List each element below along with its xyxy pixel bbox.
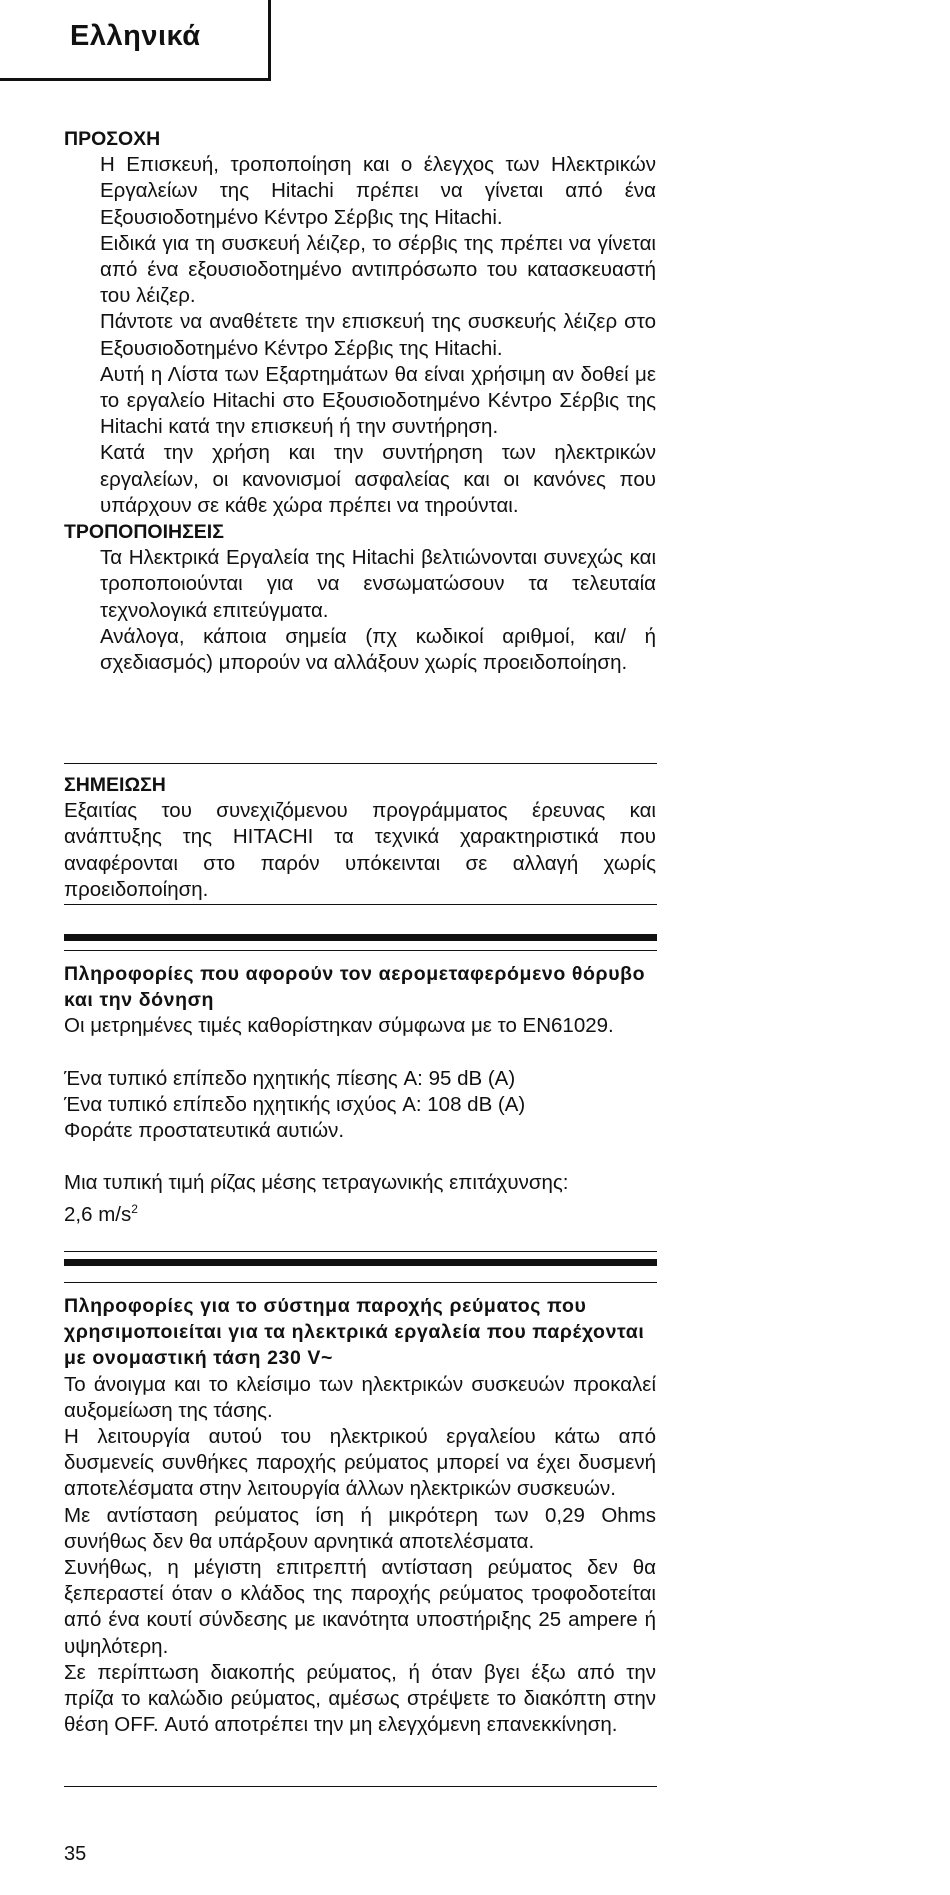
caution-paragraph: Ειδικά για τη συσκευή λέιζερ, το σέρβις της πρέπει να γίνεται από ένα εξουσιοδοτημένο αντιπρόσωπο του κατασκευαστή του λέιζερ. <box>100 231 656 308</box>
noise-measured: Οι μετρημένες τιμές καθορίστηκαν σύμφωνα με το EN61029. <box>64 1014 614 1038</box>
caution-body <box>64 152 656 519</box>
modifications-heading: ΤΡΟΠΟΠΟΙΗΣΕΙΣ <box>64 521 224 544</box>
divider <box>64 1251 657 1252</box>
caution-paragraph: Κατά την χρήση και την συντήρηση των ηλεκτρικών εργαλείων, οι κανονισμοί ασφαλείας και οι κανόνες που υπάρχουν σε κάθε χώρα πρέπει να τηρούνται. <box>100 441 656 517</box>
thick-divider <box>64 1259 657 1266</box>
caution-heading: ΠΡΟΣΟΧΗ <box>64 128 161 150</box>
vibration-superscript: 2 <box>131 1202 138 1217</box>
supply-section <box>64 1293 656 1738</box>
page-number: 35 <box>64 1843 87 1865</box>
divider <box>64 763 657 764</box>
caution-section <box>64 126 656 676</box>
vibration-label: Μια τυπική τιμή ρίζας μέσης τετραγωνικής επιτάχυνσης: <box>64 1171 569 1195</box>
supply-paragraph: Συνήθως, η μέγιστη επιτρεπτή αντίσταση ρεύματος δεν θα ξεπεραστεί όταν ο κλάδος της παροχής ρεύματος τροφοδοτείται από ένα κουτί σύνδεσης με ικανότητα υποστήριξης 25 ampere ή υψηλότερη. <box>64 1556 656 1658</box>
caution-paragraph: Αυτή η Λίστα των Εξαρτημάτων θα είναι χρήσιμη αν δοθεί με το εργαλείο Hitachi στο Εξουσιοδοτημένο Κέντρο Σέρβις της Hitachi κατά την επισκευή ή την συντήρηση. <box>100 362 656 439</box>
modifications-paragraph: Τα Ηλεκτρικά Εργαλεία της Hitachi βελτιώνονται συνεχώς και τροποποιούνται για να ενσωματώσουν τα τελευταία τεχνολογικά επιτεύγματα. <box>100 546 656 622</box>
noise-power: Ένα τυπικό επίπεδο ηχητικής ισχύος A: 108 dB (A) <box>64 1092 526 1116</box>
vibration-value: 2,6 m/s <box>64 1203 132 1227</box>
divider <box>64 1282 657 1283</box>
caution-paragraph: Πάντοτε να αναθέτετε την επισκευή της συσκευής λέιζερ στο Εξουσιοδοτημένο Κέντρο Σέρβις της Hitachi. <box>100 310 656 360</box>
modifications-paragraph: Ανάλογα, κάποια σημεία (πχ κωδικοί αριθμοί, και/ ή σχεδιασμός) μπορούν να αλλάξουν χωρίς προειδοποίηση. <box>100 624 656 675</box>
caution-paragraph: Η Επισκευή, τροποποίηση και ο έλεγχος των Ηλεκτρικών Εργαλείων της Hitachi πρέπει να γίνεται από ένα Εξουσιοδοτημένο Κέντρο Σέρβις της Hitachi. <box>100 153 656 229</box>
note-heading: ΣΗΜΕΙΩΣΗ <box>64 774 166 796</box>
modifications-body <box>64 545 656 676</box>
note-text: Εξαιτίας του συνεχιζόμενου προγράμματος έρευνας και ανάπτυξης της HITACHI τα τεχνικά χαρακτηριστικά που αναφέρονται στο παρόν υπόκεινται σε αλλαγή χωρίς προειδοποίηση. <box>64 799 656 901</box>
supply-paragraph: Η λειτουργία αυτού του ηλεκτρικού εργαλείου κάτω από δυσμενείς συνθήκες παροχής ρεύματος μπορεί να έχει δυσμενή αποτελέσματα στην λειτουργία άλλων ηλεκτρικών συσκευών. <box>64 1425 656 1501</box>
supply-paragraph: Το άνοιγμα και το κλείσιμο των ηλεκτρικών συσκευών προκαλεί αυξομείωση της τάσης. <box>64 1372 656 1422</box>
thick-divider <box>64 934 657 941</box>
noise-pressure: Ένα τυπικό επίπεδο ηχητικής πίεσης A: 95 dB (A) <box>64 1066 516 1090</box>
supply-paragraph: Με αντίσταση ρεύματος ίση ή μικρότερη των 0,29 Ohms συνήθως δεν θα υπάρξουν αρνητικά αποτελέσματα. <box>64 1503 656 1553</box>
noise-heading: Πληροφορίες που αφορούν τον αερομεταφερόμενο θόρυβο και την δόνηση <box>64 963 646 1012</box>
divider <box>64 950 657 951</box>
noise-section <box>64 961 656 1228</box>
divider <box>64 904 657 905</box>
noise-protection: Φοράτε προστατευτικά αυτιών. <box>64 1119 345 1143</box>
divider <box>64 1786 657 1787</box>
note-section <box>64 772 656 903</box>
vibration-value-line <box>64 1196 656 1228</box>
language-title: Ελληνικά <box>70 20 201 52</box>
language-tab <box>0 0 271 81</box>
supply-paragraph: Σε περίπτωση διακοπής ρεύματος, ή όταν βγει έξω από την πρίζα το καλώδιο ρεύματος, αμέσως στρέψετε το διακόπτη στην θέση OFF. Αυτό αποτρέπει την μη ελεγχόμενη επανεκκίνηση. <box>64 1660 656 1737</box>
supply-heading: Πληροφορίες για το σύστημα παροχής ρεύματος που χρησιμοποιείται για τα ηλεκτρικά εργαλεία που παρέχονται με ονομαστική τάση 230 V~ <box>64 1295 645 1370</box>
